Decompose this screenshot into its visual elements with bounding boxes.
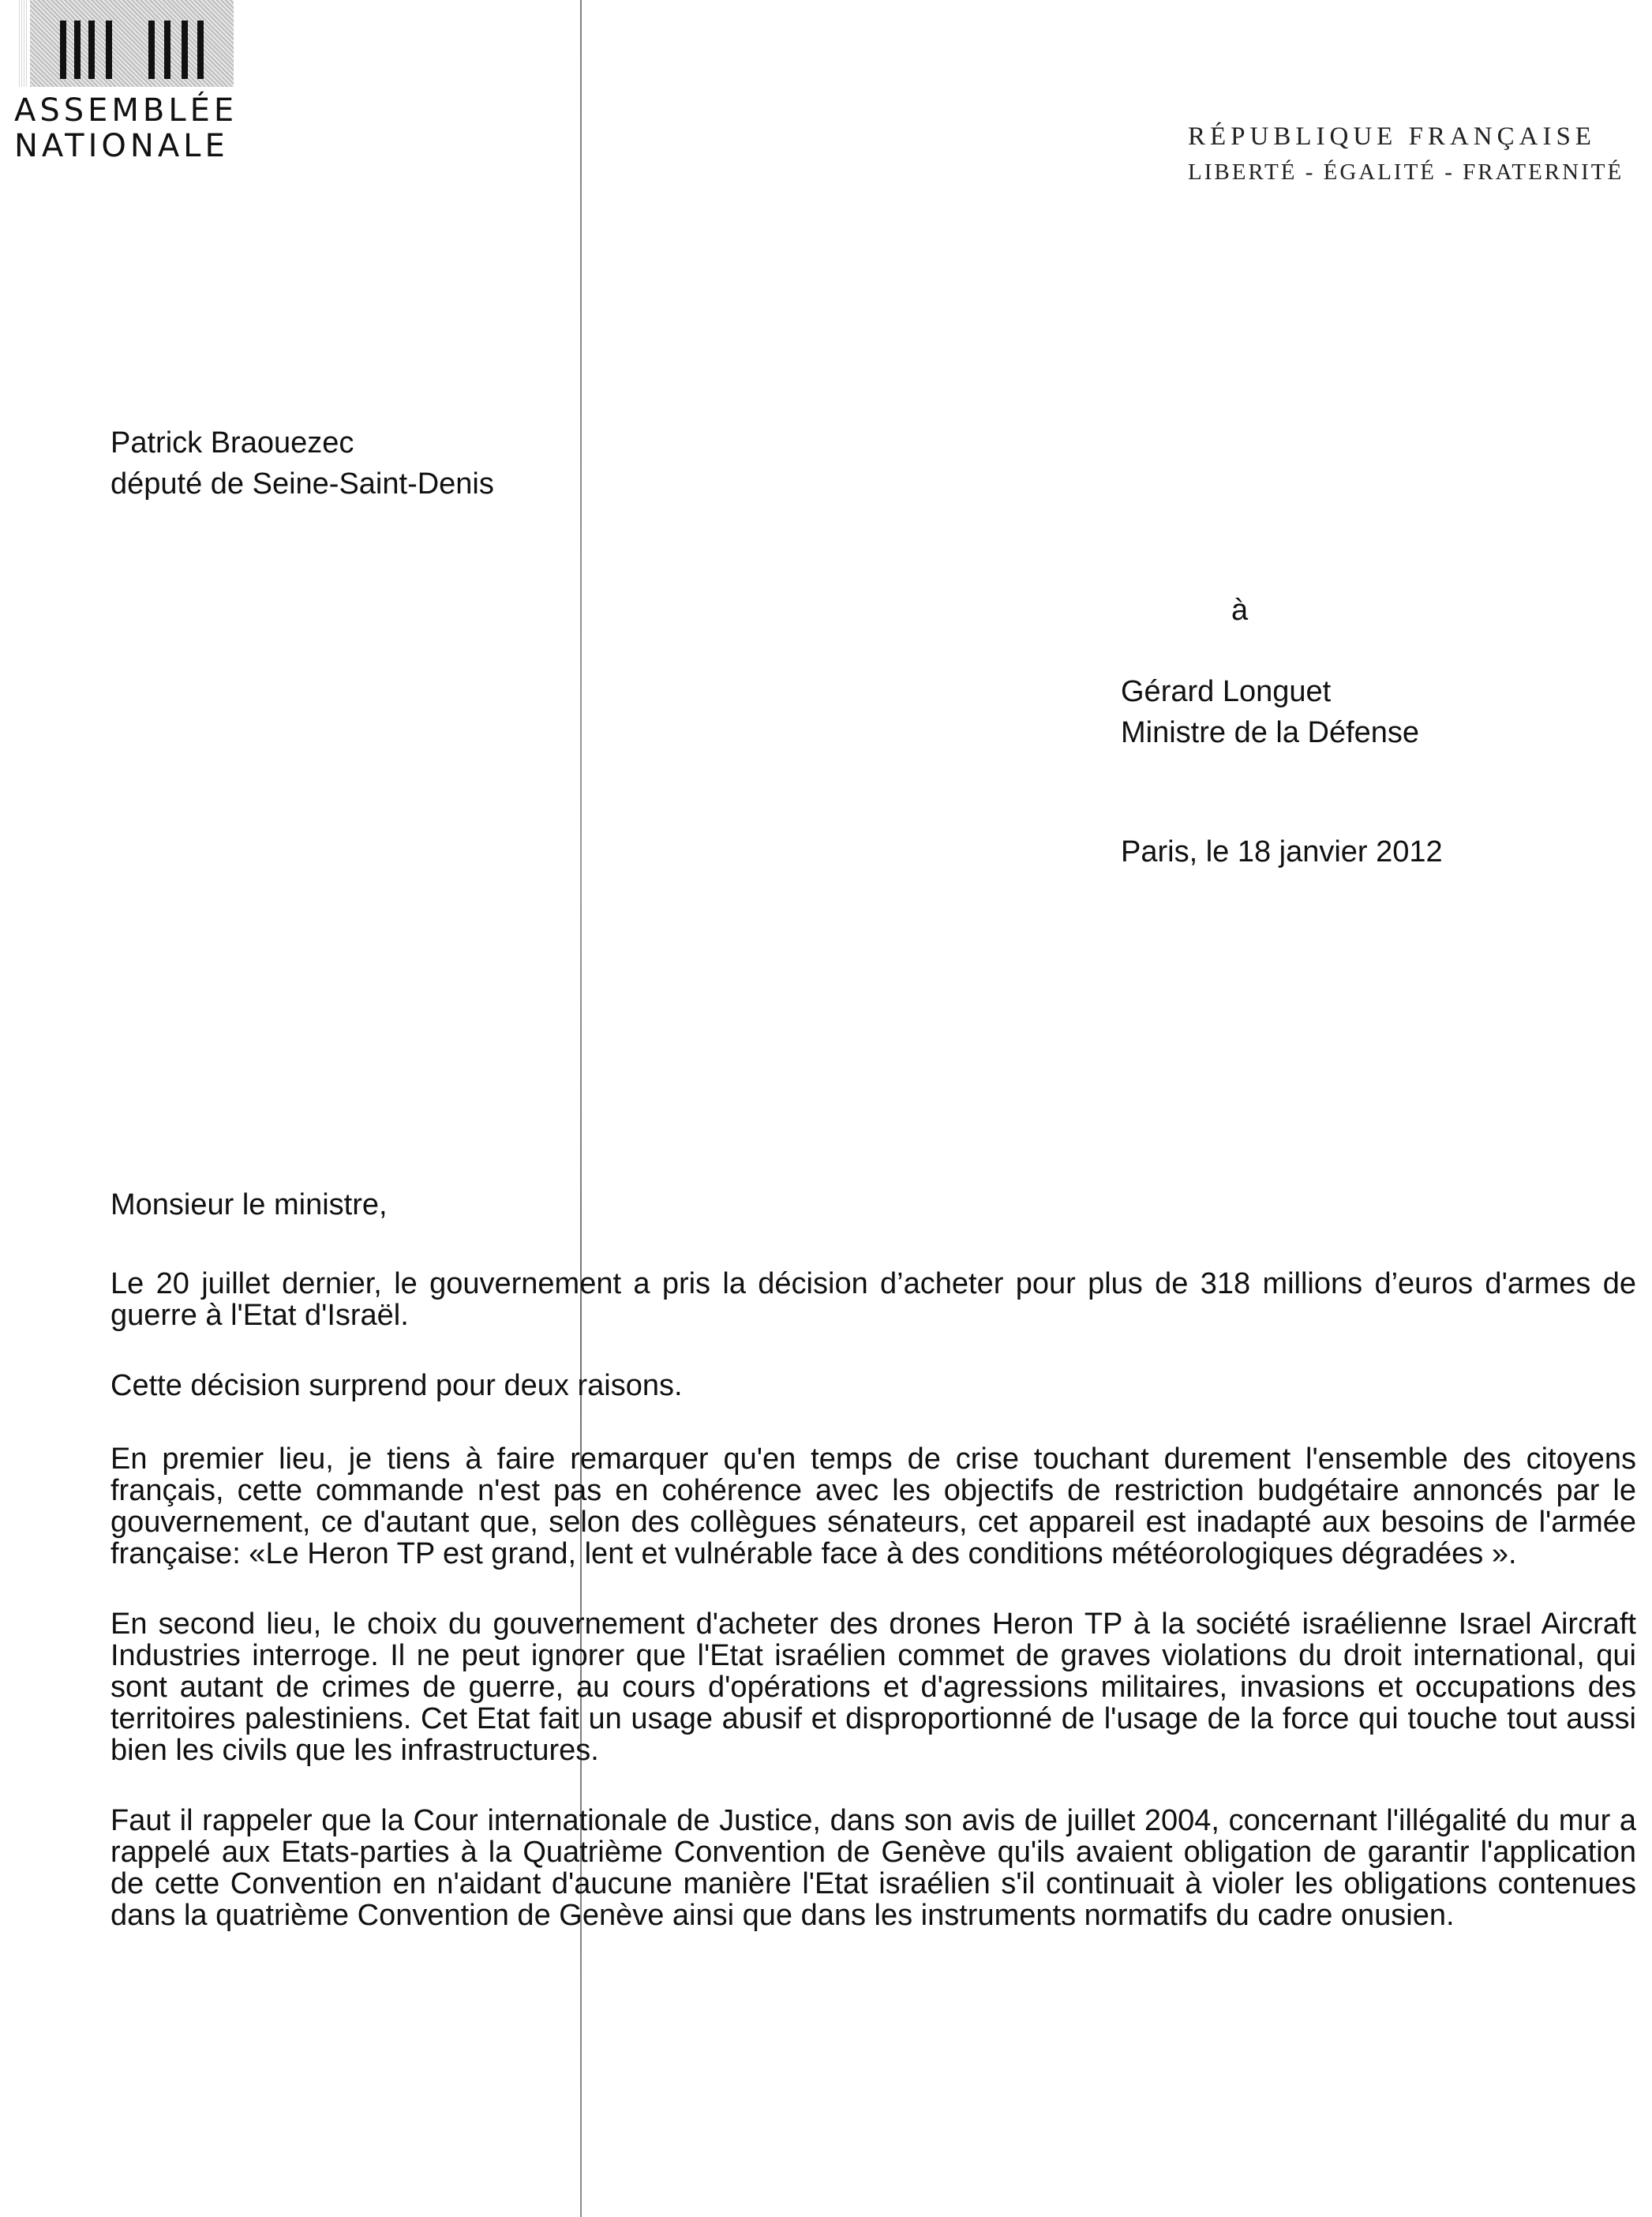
republique-title: RÉPUBLIQUE FRANÇAISE — [1188, 122, 1596, 151]
paragraph: Faut il rappeler que la Cour internationale de Justice, dans son avis de juillet 2004, concernant l'illégalité du mur a rappelé aux Etats-parties à la Quatrième Convention de Genève qu'ils avaient obligation de garantir l'application de cette Convention en n'aidant d'aucune manière l'Etat israélien s'il continuait à violer les obligations contenues dans la quatrième Convention de Genève ainsi que dans les instruments normatifs du cadre onusien. — [111, 1804, 1636, 1932]
devise: LIBERTÉ - ÉGALITÉ - FRATERNITÉ — [1188, 159, 1624, 185]
recipient-block — [1121, 671, 1419, 753]
republique-francaise-header — [1188, 118, 1638, 189]
paragraph: En second lieu, le choix du gouvernement d'acheter des drones Heron TP à la société israélienne Israel Aircraft Industries interroge. Il ne peut ignorer que l'Etat israélien commet de graves violations du droit international, qui sont autant de crimes de guerre, au cours d'opérations et d'agressions militaires, invasions et occupations des territoires palestiniens. Cet Etat fait un usage abusif et disproportionné de l'usage de la force qui touche tout aussi bien les civils que les infrastructures. — [111, 1607, 1636, 1767]
hemicycle-columns-icon — [30, 0, 234, 87]
paragraph: Cette décision surprend pour deux raisons. — [111, 1369, 683, 1402]
logo-seal-edge — [19, 0, 28, 87]
sender-title: député de Seine-Saint-Denis — [111, 467, 494, 501]
recipient-prefix: à — [1231, 594, 1249, 627]
logo-line-2: NATIONALE — [14, 128, 229, 164]
salutation: Monsieur le ministre, — [111, 1188, 388, 1221]
recipient-title: Ministre de la Défense — [1121, 716, 1420, 749]
sender-block — [111, 422, 494, 505]
letter-body — [111, 1268, 1636, 1970]
logo-wordmark — [14, 93, 251, 164]
paragraph: En premier lieu, je tiens à faire remarquer qu'en temps de crise touchant durement l'ensemble des citoyens français, cette commande n'est pas en cohérence avec les objectifs de restriction budgétaire annoncés par le gouvernement, ce d'autant que, selon des collègues sénateurs, cet appareil est inadapté aux besoins de l'armée française: «Le Heron TP est grand, lent et vulnérable face à des conditions météorologiques dégradées ». — [111, 1442, 1636, 1570]
assemblee-nationale-logo — [14, 0, 251, 182]
sender-name: Patrick Braouezec — [111, 426, 354, 460]
recipient-name: Gérard Longuet — [1121, 675, 1332, 708]
letter-date: Paris, le 18 janvier 2012 — [1121, 835, 1443, 868]
paragraph: Le 20 juillet dernier, le gouvernement a pris la décision d’acheter pour plus de 318 millions d’euros d'armes de guerre à l'Etat d'Israël. — [111, 1267, 1636, 1332]
logo-line-1: ASSEMBLÉE — [14, 92, 238, 129]
